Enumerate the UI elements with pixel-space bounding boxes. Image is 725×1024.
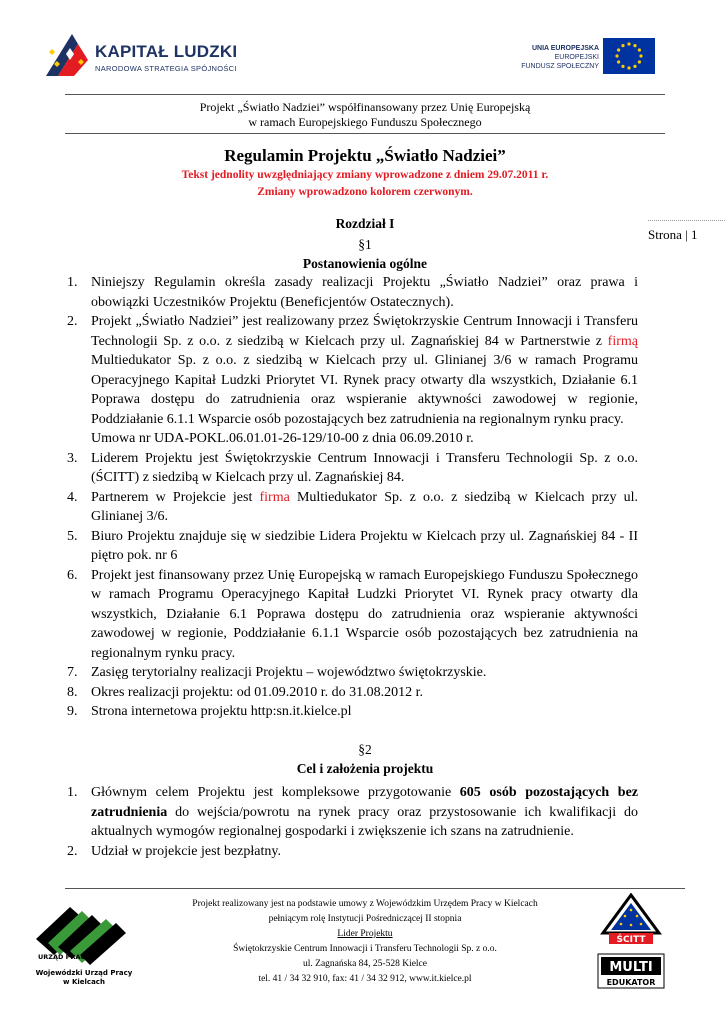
eu-star-icon [633,44,636,47]
kapital-ludzki-subtitle: NARODOWA STRATEGIA SPÓJNOŚCI [95,64,237,73]
list-item-text: Partnerem w Projekcie jest [91,489,260,505]
list-item [67,842,638,862]
scitt-label: ŚCITT [616,935,646,945]
list-number: 2. [67,314,78,329]
revision-note-line1: Tekst jednolity uwzględniający zmiany wprowadzone z dniem 29.07.2011 r. [181,169,549,181]
list-item-text: Głównym celem Projektu jest kompleksowe przygotowanie [91,785,460,800]
list-item [67,663,638,683]
section-heading-2: Cel i założenia projektu [296,761,434,776]
list-number: 7. [67,665,78,680]
list-number: 1. [67,275,78,290]
list-item-text: Niniejszy Regulamin określa zasady realizacji Projektu „Światło Nadziei” oraz prawa i obowiązki Uczestników Projektu (Beneficjentów Ostatecznych). [91,275,638,310]
chapter-heading: Rozdział I [335,216,395,231]
eu-star-icon [638,60,641,63]
footer-line1: Projekt realizowany jest na podstawie umowy z Wojewódzkim Urzędem Pracy w Kielcach [192,899,538,909]
list-item [67,488,638,527]
scitt-logo [597,893,665,945]
eu-star-icon [639,54,642,57]
list-item [67,449,638,488]
list-item-text: Multiedukator Sp. z o.o. z siedzibą w Kielcach przy ul. Glinianej 3/6 w ramach Programu Operacyjnego Kapitał Ludzki Priorytet VI. Rynek pracy otwarty dla wszystkich, Działanie 6.1 Poprawa dostępu do zatrudnienia oraz wspieranie aktywności zawodowej w regionie, Poddziałanie 6.1.1 Wsparcie osób pozostających bez zatrudnienia na regionalnym rynku pracy. [91,353,638,427]
emphasized-text: 605 osób pozostających bez zatrudnienia [91,785,638,820]
footer-line6: tel. 41 / 34 32 910, fax: 41 / 34 32 912, www.it.kielce.pl [258,974,472,984]
list-item-text: Multiedukator Sp. z o.o. z siedzibą w Kielcach przy ul. Glinianej 3/6. [91,489,638,524]
section-1-list [67,273,638,722]
header-rule [65,94,665,95]
list-number: 8. [67,684,78,700]
changed-word: firmą [607,333,638,349]
multi-label: MULTI [609,960,653,975]
eu-star-icon [621,44,624,47]
wup-logo [28,893,140,989]
list-number: 9. [67,704,78,719]
eu-star-icon [638,48,641,51]
wup-label: URZĄD PRACY [38,953,90,961]
list-item-text: Strona internetowa projektu http:sn.it.kielce.pl [91,704,352,719]
eu-star-icon [627,42,630,45]
header-rule-bottom [65,133,665,134]
changed-word: firma [259,489,290,505]
list-item-text: Udział w projekcie jest bezpłatny. [91,843,281,859]
list-number: 6. [67,567,78,583]
list-number: 2. [67,843,78,859]
project-line-1: Projekt „Światło Nadziei” współfinansowany przez Unię Europejską [199,100,531,114]
wup-caption-line1: Wojewódzki Urząd Pracy [35,969,133,977]
revision-note [65,167,665,201]
eu-star-icon [617,60,620,63]
multiedukator-logo [597,953,665,989]
list-number: 5. [67,528,78,544]
page-title: Regulamin Projektu „Światło Nadziei” [224,146,506,165]
footer-rule [65,888,685,889]
eu-label-line2: EUROPEJSKI [554,54,599,61]
list-item-text: Liderem Projektu jest Świętokrzyskie Centrum Innowacji i Transferu Technologii Sp. z o.o. (ŚCITT) z siedzibą w Kielcach przy ul. Zagnańskiej 84. [91,450,638,485]
list-item [67,566,638,664]
contract-number: Umowa nr UDA-POKL.06.01.01-26-129/10-00 z dnia 06.09.2010 r. [91,431,474,446]
eu-label-line1: UNIA EUROPEJSKA [531,45,599,52]
eu-fund-label [521,44,599,71]
list-item-text: Okres realizacji projektu: od 01.09.2010 r. do 31.08.2012 r. [91,684,424,700]
list-item-text: Projekt „Światło Nadziei” jest realizowany przez Świętokrzyskie Centrum Innowacji i Transferu Technologii Sp. z o.o. z siedzibą w Kielcach przy ul. Zagnańskiej 84 w Partnerstwie z [91,314,638,349]
eu-star-icon [615,54,618,57]
eu-star-icon [617,48,620,51]
eu-star-icon [621,65,624,68]
list-number: 1. [67,785,78,800]
wup-caption-line2: w Kielcach [63,978,105,986]
kapital-ludzki-title: KAPITAŁ LUDZKI [95,42,238,61]
section-symbol-1: §1 [358,237,372,252]
list-item-text: do wejścia/powrotu na rynek pracy oraz przystosowanie ich kwalifikacji do aktualnych wymogów regionalnej gospodarki i zwiększenie ich szans na zatrudnienie. [91,804,638,839]
list-item [67,273,638,312]
footer-line4: Świętokrzyskie Centrum Innowacji i Transferu Technologii Sp. z o.o. [233,944,497,954]
list-item-text: Biuro Projektu znajduje się w siedzibie Lidera Projektu w Kielcach przy ul. Zagnańskiej 84 - II piętro pok. nr 6 [91,528,638,563]
section-heading-1: Postanowienia ogólne [302,256,428,271]
list-number: 3. [67,450,78,466]
footer-line2: pełniącym rolę Instytucji Pośredniczącej II stopnia [268,914,462,924]
section-2-list [67,783,638,861]
list-item [67,312,638,449]
footer-info [150,897,580,987]
footer-line5: ul. Zagnańska 84, 25-528 Kielce [303,959,427,969]
list-item [67,702,638,722]
section-symbol-2: §2 [358,742,372,757]
eu-label-line3: FUNDUSZ SPOŁECZNY [521,63,599,70]
list-item [67,783,638,842]
list-number: 4. [67,489,78,505]
eu-star-icon [627,66,630,69]
project-cofinancing-note [65,100,665,130]
eu-star-icon [633,65,636,68]
list-item [67,683,638,703]
edukator-label: EDUKATOR [606,978,656,987]
list-item [67,527,638,566]
list-item-text: Projekt jest finansowany przez Unię Europejską w ramach Europejskiego Funduszu Społecznego w ramach Programu Operacyjnego Kapitał Ludzki Priorytet VI. Rynek pracy otwarty dla wszystkich, Działanie 6.1 Poprawa dostępu do zatrudnienia oraz wspieranie aktywności zawodowej w regionie, Poddziałanie 6.1.1 Wsparcie osób pozostających bez zatrudnienia na regionalnym rynku pracy. [91,567,638,661]
list-item-text: Zasięg terytorialny realizacji Projektu – województwo świętokrzyskie. [91,665,487,680]
revision-note-line2: Zmiany wprowadzono kolorem czerwonym. [257,186,473,198]
project-line-2: w ramach Europejskiego Funduszu Społecznego [248,115,482,129]
eu-flag-icon [603,38,655,74]
page-number: Strona | 1 [648,227,698,242]
footer-line3: Lider Projektu [337,929,393,939]
